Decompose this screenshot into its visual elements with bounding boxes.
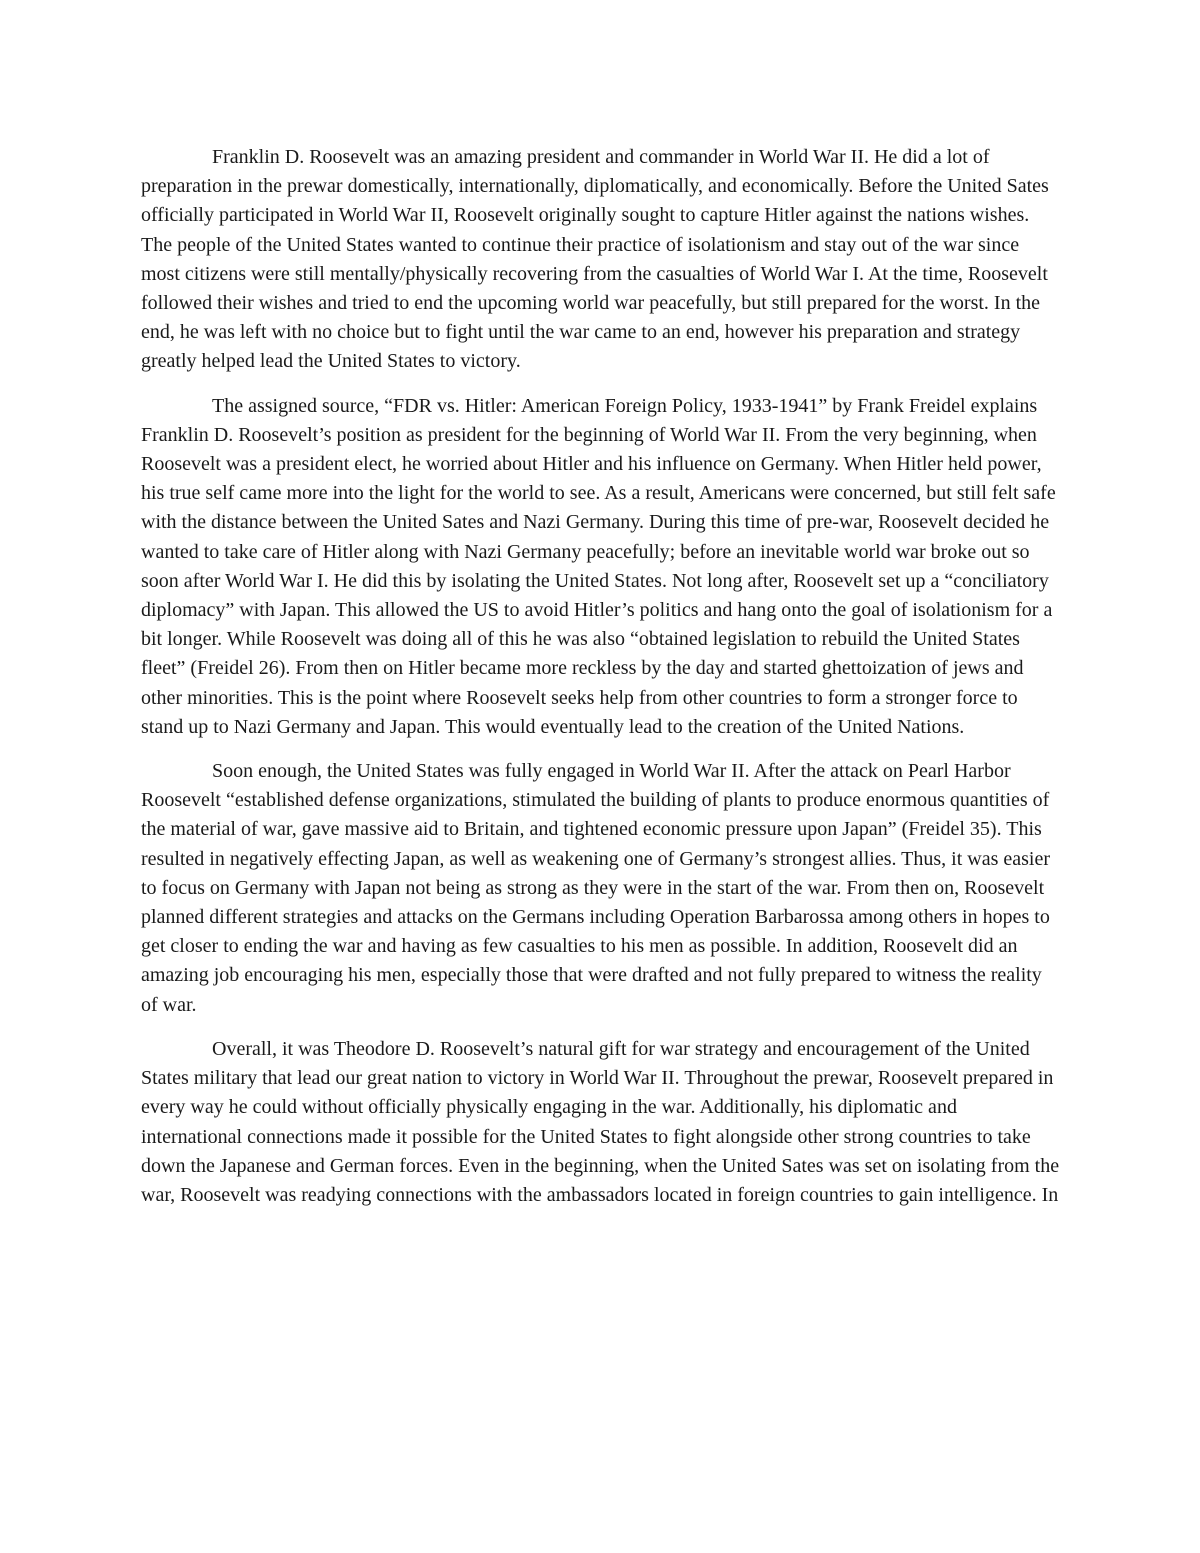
paragraph-source-summary: The assigned source, “FDR vs. Hitler: American Foreign Policy, 1933-1941” by Frank Freidel explains Franklin D. Roosevelt’s position as president for the beginning of World War II. From the very beginning, when Roosevelt was a president elect, he worried about Hitler and his influence on Germany. When Hitler held power, his true self came more into the light for the world to see. As a result, Americans were concerned, but still felt safe with the distance between the United Sates and Nazi Germany. During this time of pre-war, Roosevelt decided he wanted to take care of Hitler along with Nazi Germany peacefully; before an inevitable world war broke out so soon after World War I. He did this by isolating the United States. Not long after, Roosevelt set up a “conciliatory diplomacy” with Japan. This allowed the US to avoid Hitler’s politics and hang onto the goal of isolationism for a bit longer. While Roosevelt was doing all of this he was also “obtained legislation to rebuild the United States fleet” (Freidel 26). From then on Hitler became more reckless by the day and started ghettoization of jews and other minorities. This is the point where Roosevelt seeks help from other countries to form a stronger force to stand up to Nazi Germany and Japan. This would eventually lead to the creation of the United Nations. [141,394,1056,738]
paragraph-intro: Franklin D. Roosevelt was an amazing president and commander in World War II. He did a lot of preparation in the prewar domestically, internationally, diplomatically, and economically. Before the United Sates officially participated in World War II, Roosevelt originally sought to capture Hitler against the nations wishes. The people of the United States wanted to continue their practice of isolationism and stay out of the war since most citizens were still mentally/physically recovering from the casualties of World War I. At the time, Roosevelt followed their wishes and tried to end the upcoming world war peacefully, but still prepared for the worst. In the end, he was left with no choice but to fight until the war came to an end, however his preparation and strategy greatly helped lead the United States to victory. [141,146,1049,373]
paragraph-war-engagement: Soon enough, the United States was fully engaged in World War II. After the attack on Pearl Harbor Roosevelt “established defense organizations, stimulated the building of plants to produce enormous quantities of the material of war, gave massive aid to Britain, and tightened economic pressure upon Japan” (Freidel 35). This resulted in negatively effecting Japan, as well as weakening one of Germany’s strongest allies. Thus, it was easier to focus on Germany with Japan not being as strong as they were in the start of the war. From then on, Roosevelt planned different strategies and attacks on the Germans including Operation Barbarossa among others in hopes to get closer to ending the war and having as few casualties to his men as possible. In addition, Roosevelt did an amazing job encouraging his men, especially those that were drafted and not fully prepared to witness the reality of war. [141,760,1050,1016]
paragraph-conclusion: Overall, it was Theodore D. Roosevelt’s natural gift for war strategy and encouragement of the United States military that lead our great nation to victory in World War II. Throughout the prewar, Roosevelt prepared in every way he could without officially physically engaging in the war. Additionally, his diplomatic and international connections made it possible for the United States to fight alongside other strong countries to take down the Japanese and German forces. Even in the beginning, when the United Sates was set on isolating from the war, Roosevelt was readying connections with the ambassadors located in foreign countries to gain intelligence. In [141,1037,1060,1206]
